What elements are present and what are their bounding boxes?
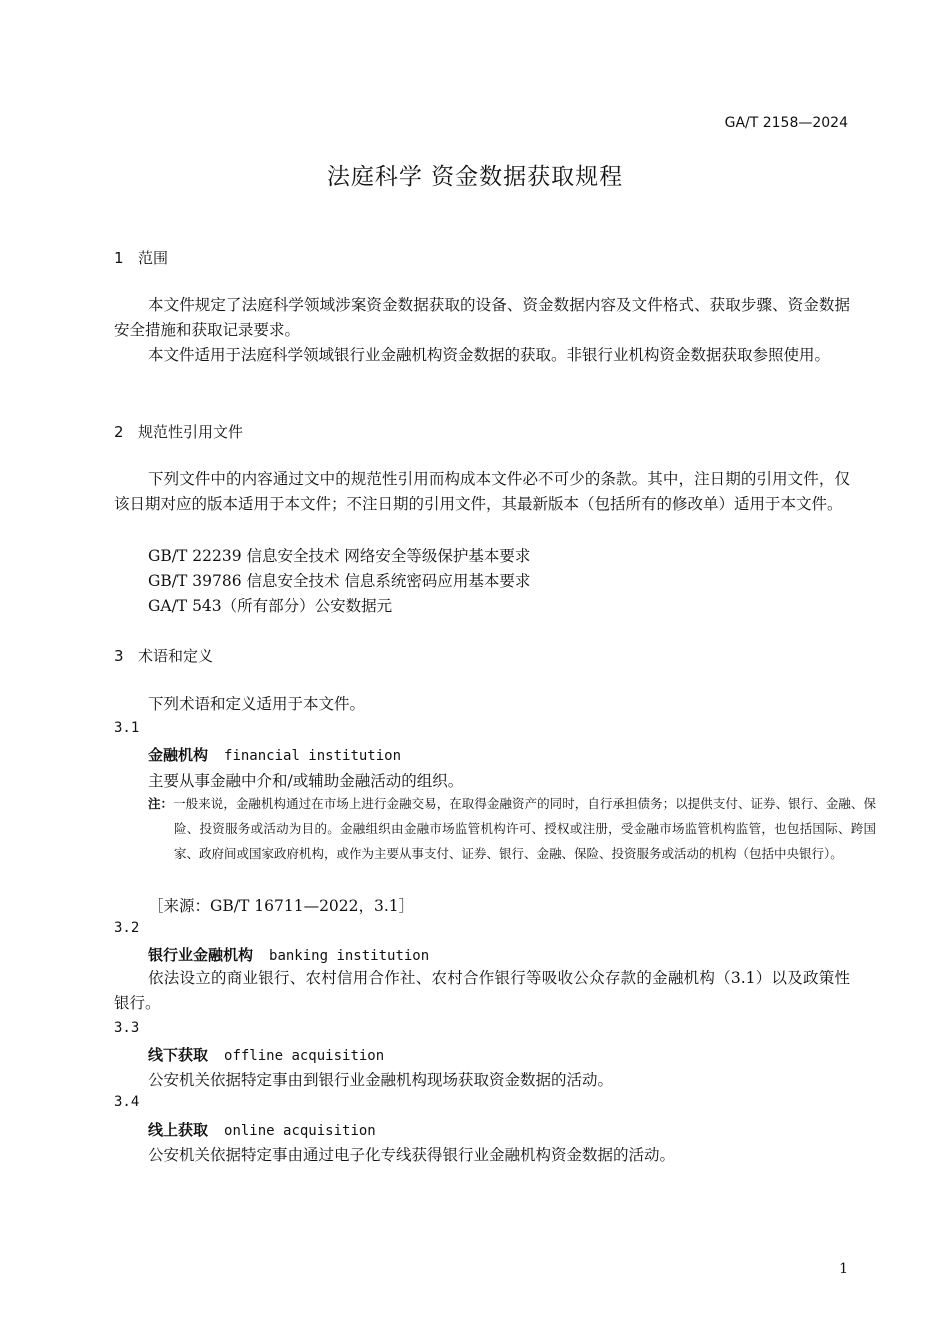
- standard-number: GA/T 2158—2024: [724, 115, 848, 131]
- section-number: 1: [114, 249, 124, 267]
- term-source: ［来源：GB/T 16711—2022，3.1］: [148, 897, 415, 915]
- term-chinese: 线下获取: [148, 1046, 209, 1064]
- scope-paragraph-1: 本文件规定了法庭科学领域涉案资金数据获取的设备、资金数据内容及文件格式、获取步骤、资金数据安全措施和获取记录要求。: [114, 296, 850, 339]
- term-definition: 主要从事金融中介和/或辅助金融活动的组织。: [148, 772, 464, 790]
- references-paragraph: 下列文件中的内容通过文中的规范性引用而构成本文件必不可少的条款。其中，注日期的引用文件，仅该日期对应的版本适用于本文件；不注日期的引用文件，其最新版本（包括所有的修改单）适用于本文件。: [114, 470, 850, 513]
- term-chinese: 线上获取: [148, 1121, 209, 1139]
- reference-item: GB/T 39786 信息安全技术 信息系统密码应用基本要求: [148, 572, 531, 590]
- term-note: [148, 791, 876, 866]
- term-english: online acquisition: [224, 1123, 376, 1139]
- section-number: 2: [114, 423, 124, 441]
- term-chinese: 银行业金融机构: [148, 946, 254, 964]
- term-number: 3.1: [114, 720, 140, 736]
- scope-paragraph-2: 本文件适用于法庭科学领域银行业金融机构资金数据的获取。非银行业机构资金数据获取参照使用。: [148, 346, 831, 364]
- section-heading-scope: [114, 247, 168, 268]
- term-number: 3.4: [114, 1094, 140, 1110]
- term-definition: 公安机关依据特定事由到银行业金融机构现场获取资金数据的活动。: [148, 1071, 614, 1089]
- term-english: offline acquisition: [224, 1048, 385, 1064]
- section-title: 术语和定义: [138, 647, 214, 665]
- section-number: 3: [114, 647, 124, 665]
- term-entry: [148, 944, 429, 965]
- term-chinese: 金融机构: [148, 746, 209, 764]
- term-number: 3.2: [114, 920, 140, 936]
- section-title: 规范性引用文件: [138, 423, 244, 441]
- term-english: financial institution: [224, 748, 402, 764]
- section-heading-terms: [114, 645, 213, 666]
- term-definition: 依法设立的商业银行、农村信用合作社、农村合作银行等吸收公众存款的金融机构（3.1）以及政策性银行。: [114, 969, 850, 1012]
- section-title: 范围: [138, 249, 169, 267]
- document-title: 法庭科学 资金数据获取规程: [326, 164, 624, 190]
- note-label: 注：: [148, 796, 174, 811]
- term-entry: [148, 744, 401, 765]
- reference-item: GB/T 22239 信息安全技术 网络安全等级保护基本要求: [148, 547, 531, 565]
- term-entry: [148, 1044, 384, 1065]
- reference-item: GA/T 543（所有部分）公安数据元: [148, 597, 393, 615]
- term-english: banking institution: [269, 948, 430, 964]
- terms-intro: 下列术语和定义适用于本文件。: [148, 695, 366, 713]
- term-entry: [148, 1119, 376, 1140]
- page-number: 1: [839, 1261, 848, 1277]
- term-number: 3.3: [114, 1020, 140, 1036]
- term-definition: 公安机关依据特定事由通过电子化专线获得银行业金融机构资金数据的活动。: [148, 1146, 676, 1164]
- section-heading-references: [114, 421, 243, 442]
- note-text: 一般来说，金融机构通过在市场上进行金融交易，在取得金融资产的同时，自行承担债务；以提供支付、证券、银行、金融、保险、投资服务或活动为目的。金融组织由金融市场监管机构许可、授权或注册，受金融市场监管机构监管，也包括国际、跨国家、政府间或国家政府机构，或作为主要从事支付、证券、银行、金融、保险、投资服务或活动的机构（包括中央银行）。: [173, 796, 876, 861]
